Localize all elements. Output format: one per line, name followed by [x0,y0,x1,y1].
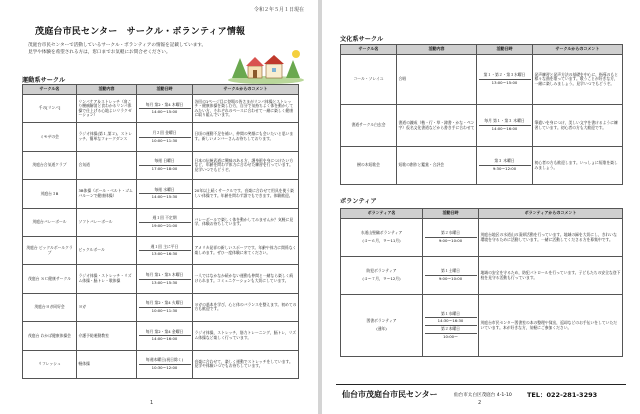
activity-day: 週１回 不定期 [139,215,191,223]
volunteer-table [340,208,623,357]
schedule-entry: 14:30～16:30 [425,317,477,325]
activity-content: ピックルボール [77,236,137,264]
activity-day: 毎月 第１・第３ 木曜日 [479,118,531,126]
activity-day: 第１土曜日 [425,268,477,276]
activity-time [137,208,193,236]
activity-hours: 10:00～11:30 [151,307,178,313]
circle-name: 茂庭台合気道クラブ [23,151,77,179]
volunteer-comment: 地域の安全を守るため，防犯パトロールを行っています。子どもたちの安全な登下校を見守る活動も行っています。 [479,257,623,295]
page-1 [0,0,318,414]
circle-name: リフレッシュ [23,350,77,378]
circle-name: 茂庭台ヨガ同好会 [23,293,77,321]
culture-table [340,44,623,185]
activity-content: 軽体操 [77,350,137,378]
page-title: 茂庭台市民センター サークル・ボランティア情報 [35,27,246,37]
schedule-entry: 10:00～ [425,333,477,341]
circle-comment: バレーボールで楽しく体を動かしてみませんか？気軽に見学，体験お待ちしています。 [193,208,299,236]
volunteer-period: (通年) [376,326,387,331]
activity-day: 週１回 主に平日 [139,244,191,252]
activity-hours: 14:00～16:00 [491,126,518,131]
activity-content: ラジオ体操・ストレッチ・リズム体操・脳トレ・歌体操 [77,265,137,293]
volunteer-period: (４～７月，９～12月) [362,276,401,281]
circle-name: 茂庭台３B [23,180,77,208]
circle-comment: 各回の1ページ目に登場の皆さまがリンパ体操とストレッチ・健康体操を楽しむ方，自分で気持ちよく体を動かしてみたい方，それぞれのペースに合わせて一緒に楽しく健康に取り組んでいます。 [193,95,299,123]
table-row [341,295,623,357]
activity-day: 毎月 第2・第4 金曜日 [139,329,191,337]
activity-day: 毎週 日曜日 [139,158,191,166]
activity-hours: 14:00～15:00 [151,109,178,115]
activity-time [137,350,193,378]
footer-telephone: TEL：022-281-3293 [527,391,598,399]
circle-comment: 日頃の運動不足を補い，仲間の笑顔にも会いたいと思います。新しいメンバーさんお待ちしております。 [193,123,299,151]
col-header-name: サークル名 [23,85,77,95]
intro-line-2: 見学や体験を希望される方は，窓口までお気軽にお問合せください。 [28,50,171,55]
circle-name: 樹の木短歌会 [341,147,397,185]
schedule-entry: 第１水曜日 [441,310,460,316]
activity-hours: 14:00～15:30 [151,194,178,200]
activity-time [477,147,533,185]
volunteer-title: 図書ボランティア [366,318,397,324]
activity-content: ヨガ [77,293,137,321]
activity-day: 毎月 第2・第4 火曜日 [139,300,191,308]
volunteer-table-header [341,209,623,219]
footer-divider [336,384,626,385]
table-row [341,147,623,185]
activity-time [137,293,193,321]
col-header-name: ボランティア名 [341,209,423,219]
circle-comment: 筆遣いを身につけ，美しい文字を書けるように練習しています。初心者の方も大歓迎です。 [533,105,623,147]
intro-text [28,42,228,56]
volunteer-name [341,295,423,357]
activity-content: 3B体操（ボール・ベルト・ゴムバルーンで健康体操） [77,180,137,208]
table-row [23,236,299,264]
activity-time [137,95,193,123]
activity-day: 第３ 木曜日 [479,158,531,166]
activity-day: 毎月 第2・第4 木曜日 [139,102,191,110]
activity-time [137,265,193,293]
col-header-comment: サークルからのコメント [533,45,623,55]
circle-name: 書道サークル白玄会 [341,105,397,147]
activity-hours: 19:00～21:00 [151,222,178,228]
circle-name: 千の[リンパ] [23,95,77,123]
footer-org-name: 仙台市茂庭台市民センター [342,390,438,399]
volunteer-title: 水道山聖鷗ボランティア [360,230,403,236]
col-header-comment: サークルからのコメント [193,85,299,95]
circle-comment: ラジオ体操，ストレッチ，筋力トレーニング，脳トレ，リズム体操など楽しく行っています。 [193,322,299,350]
volunteer-comment: 茂庭台地区の水道山の清掃活動を行っています。地域の緑を大切にし，きれいな環境を守るために活動しています。一緒に活動してくださる方を募集中です。 [479,219,623,257]
table-row [23,293,299,321]
activity-hours: 9:30～12:00 [492,166,517,171]
culture-table-header [341,45,623,55]
activity-time [137,123,193,151]
activity-hours: 13:00～15:00 [491,80,518,85]
table-row [341,219,623,257]
table-row [23,265,299,293]
table-row [23,123,299,151]
activity-time [137,236,193,264]
circle-name: コール・ソレイユ [341,55,397,105]
circle-comment: ヨガの基本を学び，心と体のバランスを整えます。初めての方も歓迎です。 [193,293,299,321]
intro-line-1: 茂庭台市民センターで活動しているサークル・ボランティアの情報を記載しています。 [28,43,207,48]
activity-day: 毎週木曜日(祝日除く) [139,357,191,365]
activity-day: 第１・第２・第３水曜日 [479,72,531,80]
page-number-2: 2 [478,400,482,406]
circle-comment: 日本の伝統武道に興味のある方，護身術を身につけたい方など，年齢を問わず体力に合わせた練習を行っています。見学いつでもどうぞ。 [193,151,299,179]
table-row [23,322,299,350]
activity-content: 書道の錬成（楷・行・草・隷書・かな・ペン字）仮名文化書道などから書き手に合わせて [397,105,477,147]
activity-time [423,257,479,295]
col-header-time: 活動日時 [477,45,533,55]
village-illustration [226,48,304,84]
activity-content: リンパケア＆ストレッチ（肩こり腰痛解消と食わかるリンパ体操で仕上げる心地よいリラクゼーション） [77,95,137,123]
circle-comment: アメリカ発祥の新しいスポーツです。年齢や体力に関係なく楽しめます。ぜひ一度体験に来てください。 [193,236,299,264]
section-volunteer-title: ボランティア [340,198,377,205]
activity-time [477,105,533,147]
volunteer-comment: 茂庭台市民センター図書室の本の整理や貸出，返却などのお手伝いをしていただいています。本が好きな方，気軽にご参加ください。 [479,295,623,357]
circle-comment: 発声練習と発声方法の基礎を中心に，指導のもと様々な曲を歌っています。歌うことが好きな方，一緒に楽しみましょう。見学いつでもどうぞ。 [533,55,623,105]
col-header-time: 活動日時 [137,85,193,95]
activity-content: 短歌の創作と鑑賞・合評会 [397,147,477,185]
activity-content: ラジオ体操(第１,第２)、ストレッチ、簡単なフォークダンス [77,123,137,151]
activity-hours: 9:00～10:00 [438,276,463,281]
activity-time [137,151,193,179]
table-row [23,180,299,208]
activity-content: 合気道 [77,151,137,179]
table-row [341,55,623,105]
page-number-1: 1 [150,400,154,406]
circle-name: 茂庭台 ＳＣ健康サークル [23,265,77,293]
activity-content: 介護予防運動教室 [77,322,137,350]
page-2 [322,0,640,414]
sports-table [22,84,299,379]
activity-day: 毎週 水曜日 [139,187,191,195]
circle-name: 茂庭台 わかば健康体操会 [23,322,77,350]
col-header-content: 活動内容 [397,45,477,55]
table-row [23,350,299,378]
table-row [341,257,623,295]
circle-comment: 一人ではなかなか続かない運動も仲間と一緒なら楽しく続けられます。コミュニケーションも大切にしています。 [193,265,299,293]
section-sports-title: 運動系サークル [22,77,66,84]
activity-hours: 14:00～16:00 [151,336,178,342]
table-row [23,95,299,123]
activity-time [423,219,479,257]
circle-name: 茂庭台 ピックルボールクラブ [23,236,77,264]
section-culture-title: 文化系サークル [340,36,384,43]
activity-time [477,55,533,105]
circle-name: ミモザの会 [23,123,77,151]
table-row [23,151,299,179]
activity-time [137,180,193,208]
volunteer-name [341,257,423,295]
activity-hours: 10:30～12:00 [151,364,178,370]
volunteer-period: (４～６月，９～11月) [362,238,401,243]
activity-hours: 13:00～15:30 [151,279,178,285]
col-header-time: 活動日時 [423,209,479,219]
footer-address: 仙台市太白区茂庭台 4-1-10 [454,393,512,398]
activity-day: 毎月 第1・第3 木曜日 [139,272,191,280]
volunteer-title: 防犯ボランティア [366,268,397,274]
activity-hours: 17:00～18:00 [151,165,178,171]
circle-comment: 音楽に合わせて，楽しく運動でストレッチをしています。見学や体験いつでもお待ちしています。 [193,350,299,378]
activity-time [137,322,193,350]
activity-day: 月２回 金曜日 [139,130,191,138]
col-header-comment: ボランティアからのコメント [479,209,623,219]
activity-content: 合唱 [397,55,477,105]
volunteer-name [341,219,423,257]
activity-content: ソフトバレーボール [77,208,137,236]
sports-table-header [23,85,299,95]
activity-time [423,295,479,357]
activity-hours: 9:00～10:00 [438,238,463,243]
circle-comment: 初心者の方も歓迎します。いっしょに短歌を楽しみましょう。 [533,147,623,185]
schedule-entry: 第２木曜日 [425,325,477,333]
activity-hours: 10:00～11:30 [151,137,178,143]
date-label: 令和２年５月１日現在 [253,7,304,13]
table-row [23,208,299,236]
table-row [341,105,623,147]
col-header-name: サークル名 [341,45,397,55]
circle-name: 茂庭台バレーボール [23,208,77,236]
activity-hours: 13:00～16:30 [151,251,178,257]
circle-comment: 20年以上続くサークルです。音楽に合わせて用具を使う楽しい体操です。年齢を問わず誰でもできます。体験歓迎。 [193,180,299,208]
activity-day: 第２水曜日 [425,230,477,238]
col-header-content: 活動内容 [77,85,137,95]
